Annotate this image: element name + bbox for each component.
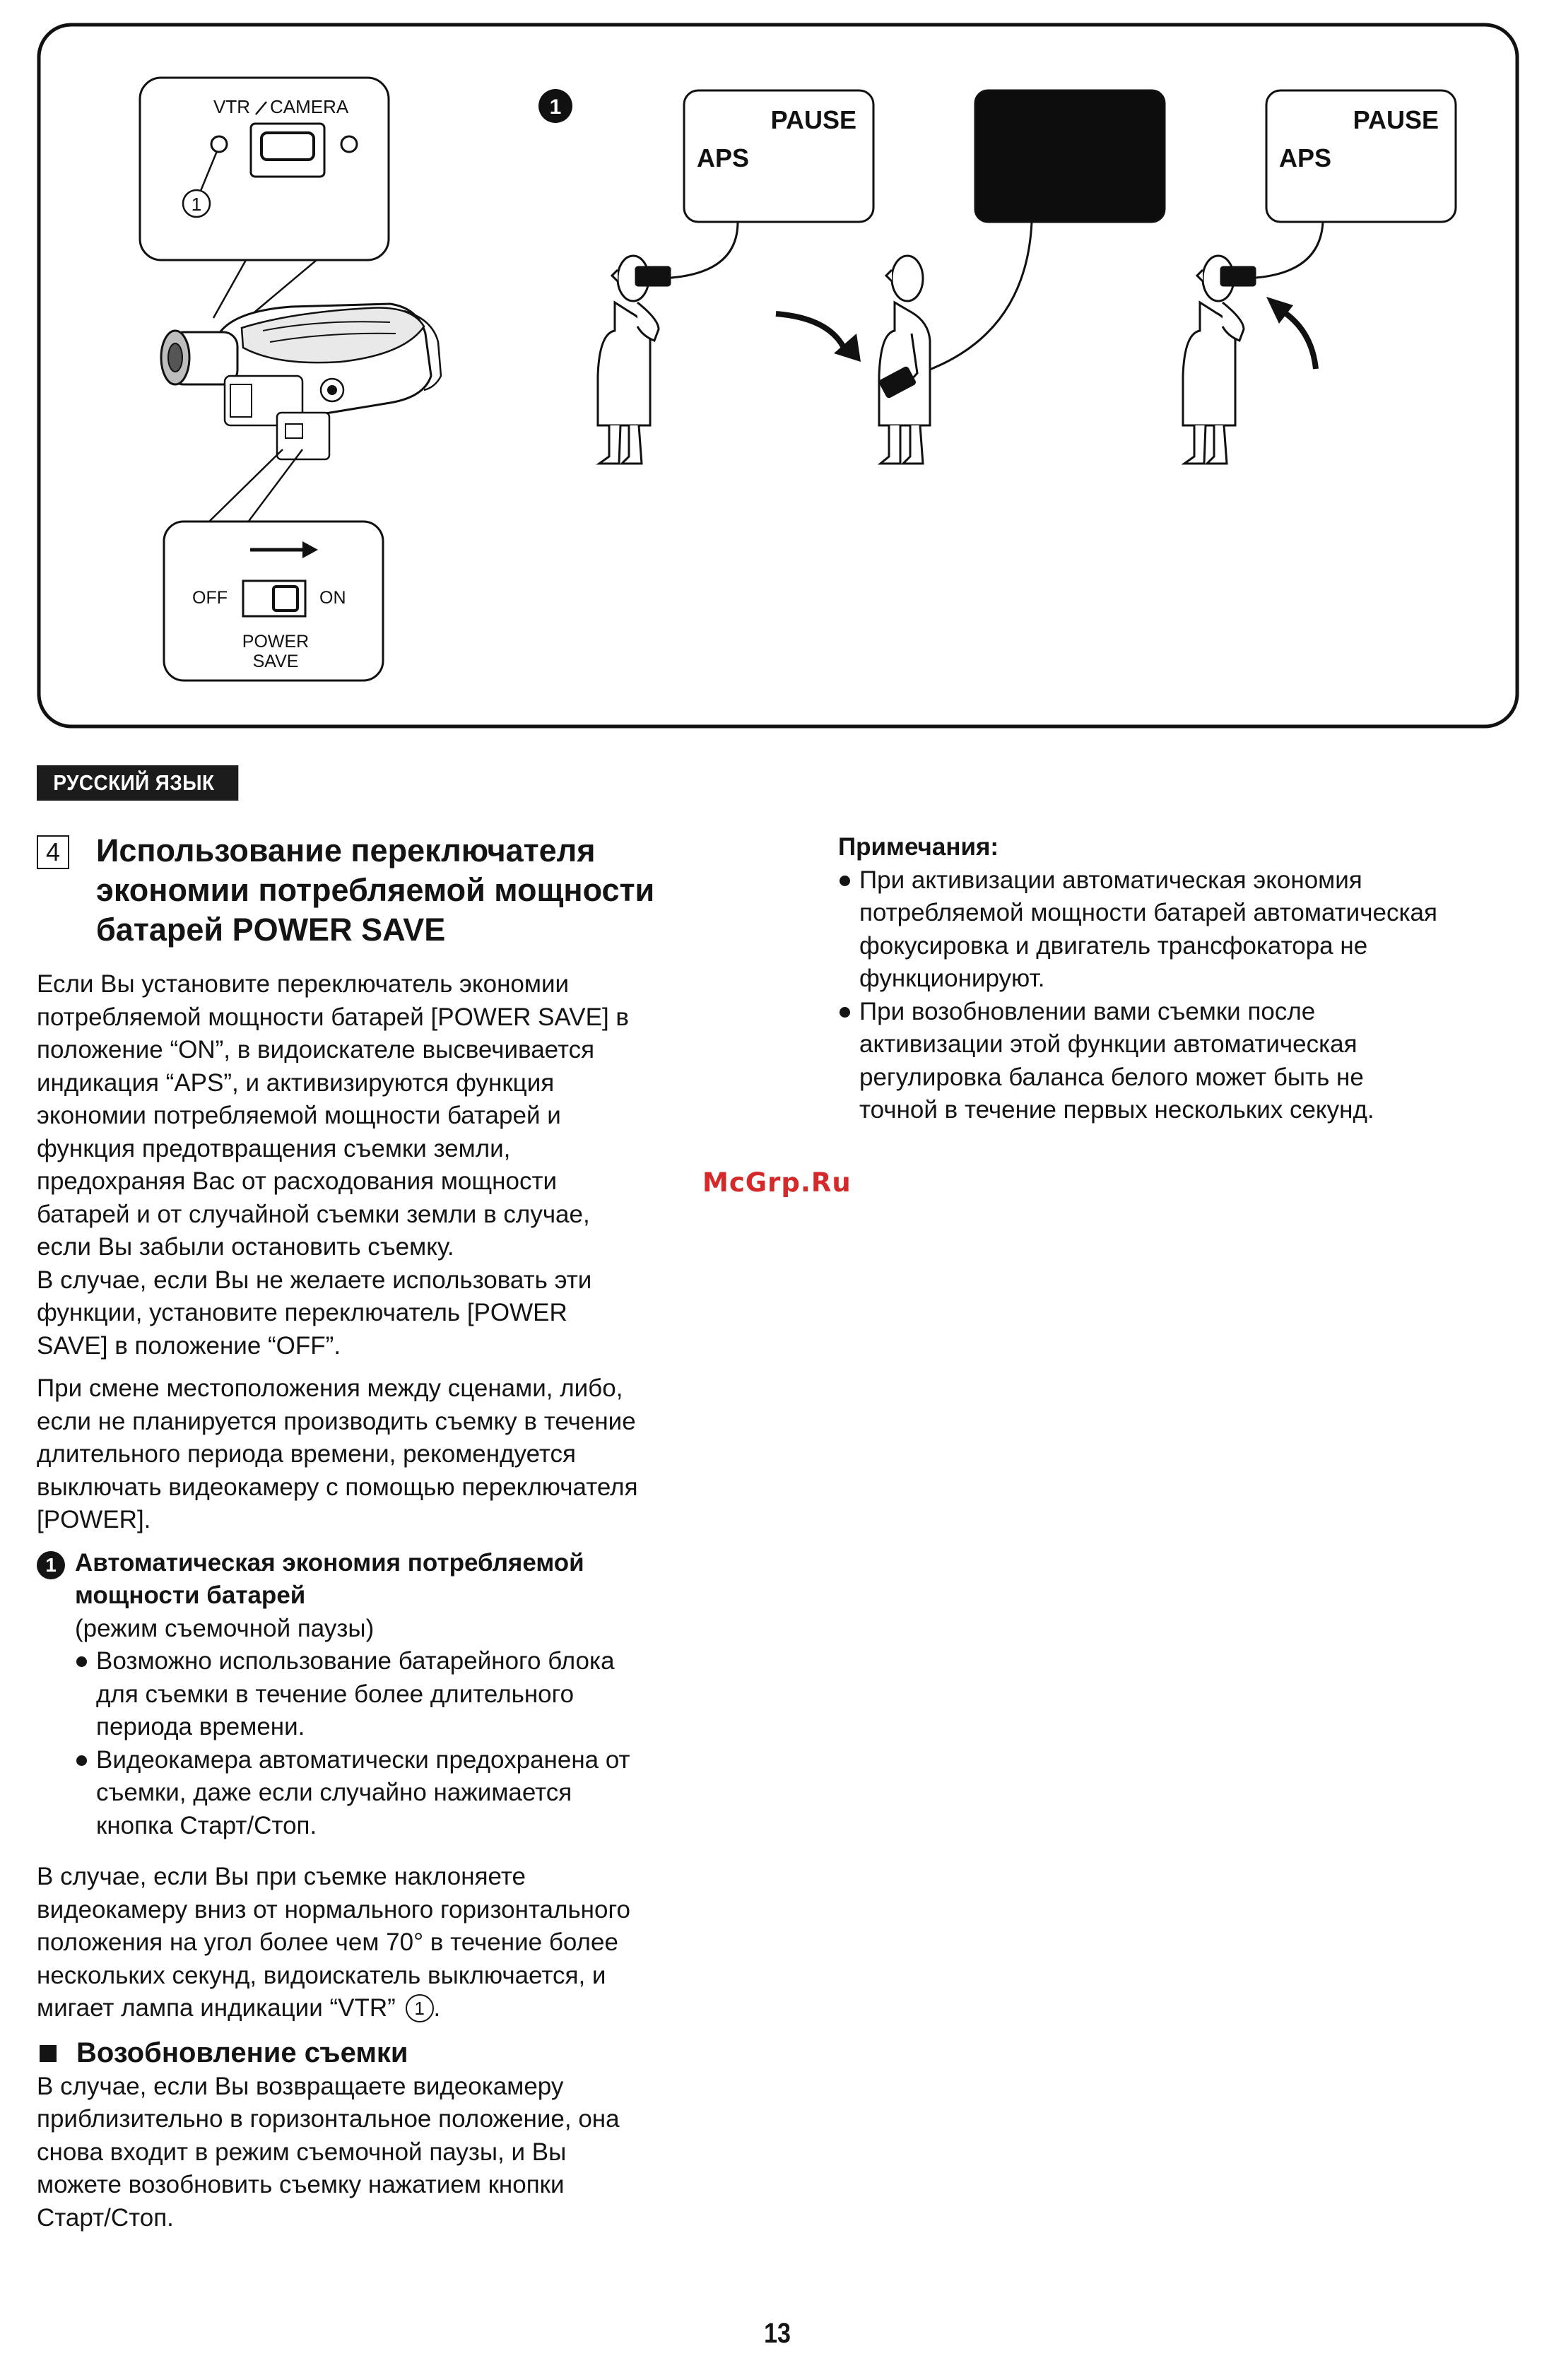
- vtr-camera-callout: [140, 78, 389, 260]
- notes-bullets: [838, 864, 1502, 1127]
- switch-name-line2: SAVE: [252, 652, 299, 671]
- text-line: периода времени.: [96, 1713, 305, 1740]
- text-line: [POWER].: [37, 1506, 151, 1533]
- bullet-dot: [76, 1755, 87, 1766]
- switch-on-label: ON: [319, 588, 346, 608]
- notes-title: Примечания:: [838, 833, 999, 861]
- text-line: активизации этой функции автоматическая: [859, 1030, 1357, 1058]
- vtr-lamp: [211, 136, 227, 152]
- resume-title: Возобновление съемки: [76, 2037, 408, 2068]
- text-line: Если Вы установите переключатель экономии: [37, 970, 570, 998]
- section-heading: [37, 831, 715, 950]
- text-line: регулировка баланса белого может быть не: [859, 1063, 1364, 1091]
- text-line: функции, установите переключатель [POWER: [37, 1299, 567, 1326]
- power-paragraph: [37, 1372, 715, 1537]
- tilt-paragraph: [37, 1861, 715, 2025]
- item-heading: [37, 1547, 715, 1613]
- text-line: приблизительно в горизонтальное положение, она: [37, 2105, 620, 2133]
- watermark-link[interactable]: McGrp.Ru: [702, 1167, 852, 1198]
- text-fragment: .: [433, 1994, 441, 2022]
- text-line: кнопка Старт/Стоп.: [96, 1811, 317, 1839]
- bullet-dot: [76, 1656, 87, 1667]
- resume-heading: [37, 2035, 715, 2070]
- text-line: В случае, если Вы при съемке наклоняете: [37, 1863, 526, 1890]
- section-title-line: Использование переключателя: [96, 832, 596, 868]
- text-line: Старт/Стоп.: [37, 2203, 174, 2232]
- step-badge-number: 1: [549, 95, 562, 119]
- language-tag: РУССКИЙ ЯЗЫК: [37, 765, 239, 801]
- bullet-dot: [840, 876, 850, 886]
- intro-paragraph: [37, 968, 715, 1362]
- section-title-line: экономии потребляемой мощности: [96, 872, 655, 908]
- text-line: индикация “APS”, и активизируются функция: [37, 1068, 555, 1097]
- text-line: положение “ON”, в видоискателе высвечивается: [37, 1036, 595, 1064]
- section-title-line: батарей POWER SAVE: [96, 912, 446, 948]
- power-save-callout: [164, 522, 383, 681]
- text-line: функционируют.: [859, 965, 1045, 992]
- switch-name-line1: POWER: [242, 632, 310, 652]
- text-line: точной в течение первых нескольких секунд.: [859, 1096, 1374, 1124]
- camera-label: CAMERA: [270, 96, 349, 117]
- text-line: SAVE] в положение “OFF”.: [37, 1331, 341, 1360]
- text-line: функция предотвращения съемки земли,: [37, 1134, 511, 1162]
- text-line: экономии потребляемой мощности батарей и: [37, 1102, 561, 1129]
- resume-paragraph: [37, 2070, 715, 2235]
- item-bullets: [37, 1645, 715, 1842]
- item-subtitle: (режим съемочной паузы): [75, 1614, 375, 1642]
- illustration-frame: [37, 23, 1519, 729]
- text-line: [37, 1992, 715, 2025]
- callout-number: 1: [191, 194, 202, 215]
- switch-off-label: OFF: [192, 588, 228, 608]
- bullet-item: [75, 1744, 715, 1843]
- text-line: нескольких секунд, видоискатель выключается, и: [37, 1961, 606, 1989]
- bullet-item: [75, 1645, 715, 1744]
- camera-lamp: [341, 136, 357, 152]
- section-number: 4: [37, 835, 69, 869]
- illustration-svg: [37, 23, 1519, 729]
- text-line: В случае, если Вы возвращаете видеокамеру: [37, 2072, 564, 2100]
- screen1-aps: APS: [697, 143, 750, 172]
- left-column: [37, 831, 715, 2234]
- text-line: съемки, даже если случайно нажимается: [96, 1779, 572, 1806]
- text-line: для съемки в течение более длительного: [96, 1680, 575, 1708]
- viewfinder-screen-3: [1266, 90, 1456, 222]
- vtr-label: VTR: [213, 96, 250, 117]
- square-bullet-icon: [40, 2045, 57, 2062]
- text-line: можете возобновить съемку нажатием кнопки: [37, 2171, 565, 2198]
- item-title-line: мощности батарей: [75, 1581, 306, 1609]
- right-column: [838, 831, 1502, 1127]
- text-line: Видеокамера автоматически предохранена от: [96, 1745, 630, 1774]
- note-item: [838, 996, 1502, 1127]
- text-line: В случае, если Вы не желаете использовать эти: [37, 1266, 592, 1294]
- text-line: потребляемой мощности батарей автоматическая: [859, 899, 1437, 926]
- text-line: батарей и от случайной съемки земли в случае,: [37, 1200, 590, 1228]
- screen3-pause: PAUSE: [1353, 105, 1439, 134]
- text-line: предохраняя Вас от расходования мощности: [37, 1167, 558, 1195]
- text-line: При смене местоположения между сценами, либо,: [37, 1374, 623, 1402]
- page-number: 13: [764, 2318, 791, 2349]
- text-line: снова входит в режим съемочной паузы, и Вы: [37, 2138, 567, 2166]
- text-line: фокусировка и двигатель трансфокатора не: [859, 931, 1368, 960]
- text-line: видеокамеру вниз от нормального горизонтального: [37, 1895, 630, 1924]
- item-title-line: Автоматическая экономия потребляемой: [75, 1548, 584, 1577]
- reference-circle: 1: [406, 1994, 434, 2022]
- text-line: если Вы забыли остановить съемку.: [37, 1233, 454, 1261]
- item-badge: 1: [37, 1551, 65, 1579]
- bullet-dot: [840, 1007, 850, 1018]
- text-line: При возобновлении вами съемки после: [859, 997, 1316, 1025]
- text-line: если не планируется производить съемку в течение: [37, 1407, 636, 1435]
- note-item: [838, 864, 1502, 996]
- text-fragment: мигает лампа индикации “VTR”: [37, 1994, 396, 2022]
- screen3-aps: APS: [1279, 143, 1332, 172]
- text-line: положения на угол более чем 70° в течение более: [37, 1928, 618, 1956]
- viewfinder-screen-1: [684, 90, 873, 222]
- text-line: выключать видеокамеру с помощью переключателя: [37, 1473, 638, 1501]
- text-line: потребляемой мощности батарей [POWER SAVE] в: [37, 1003, 630, 1031]
- screen1-pause: PAUSE: [770, 105, 856, 134]
- text-line: длительного периода времени, рекомендуется: [37, 1440, 576, 1468]
- text-line: Возможно использование батарейного блока: [96, 1647, 615, 1675]
- viewfinder-screen-2-blank: [975, 90, 1165, 222]
- text-line: При активизации автоматическая экономия: [859, 866, 1362, 894]
